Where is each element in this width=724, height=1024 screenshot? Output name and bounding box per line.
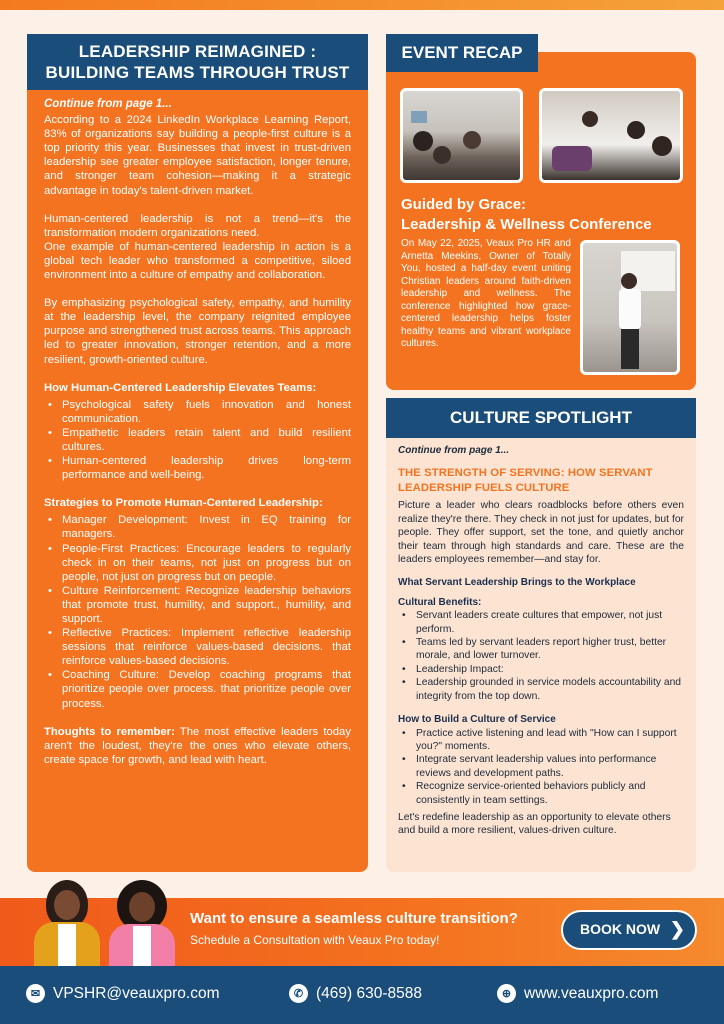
list-item: • People-First Practices: Encourage leaders to regularly check in on their teams, not just on progress but on people, not just on progress but on people. <box>48 542 351 584</box>
culture-closing: Let's redefine leadership as an opportunity to elevate others and build a more resilient, values-driven culture. <box>398 811 671 837</box>
article-paragraph: One example of human-centered leadership in action is a global tech leader who transformed a competitive, siloed environment into a culture of empathy and collaboration. <box>44 240 351 282</box>
email-icon: ✉ <box>26 984 45 1003</box>
phone-link[interactable] <box>289 984 422 1003</box>
event-photo-group-seated <box>539 88 683 183</box>
thoughts-label: Thoughts to remember: <box>44 725 175 738</box>
list-item: • Leadership grounded in service models accountability and integrity from the top down. <box>402 676 684 703</box>
email-text: VPSHR@veauxpro.com <box>53 984 220 1002</box>
list-item: • Human-centered leadership drives long-term performance and well-being. <box>48 454 351 482</box>
leadership-heading <box>27 34 368 90</box>
email-link[interactable] <box>26 984 220 1003</box>
list-item: • Culture Reinforcement: Recognize leadership behaviors that promote trust, humility, and support., humility, and support. <box>48 584 351 626</box>
benefits-list <box>398 609 684 703</box>
benefits-heading: Cultural Benefits: <box>398 596 482 608</box>
consultant-photo-left <box>30 880 105 966</box>
list-item: • Manager Development: Invest in EQ training for managers. <box>48 513 351 541</box>
leadership-heading-line1: LEADERSHIP REIMAGINED : <box>78 42 317 61</box>
phone-icon: ✆ <box>289 984 308 1003</box>
article-paragraph: Human-centered leadership is not a trend—it's the transformation modern organizations need. <box>44 212 351 239</box>
list-item: • Practice active listening and lead with "How can I support you?" moments. <box>402 727 684 754</box>
consultant-photo-right <box>105 880 180 966</box>
continue-note: Continue from page 1... <box>44 98 172 110</box>
thoughts-to-remember <box>44 725 351 767</box>
list-item: • Psychological safety fuels innovation and honest communication. <box>48 398 351 426</box>
event-description: On May 22, 2025, Veaux Pro HR and Arnetta Meekins, Owner of Totally You, hosted a half-day event uniting Christian leaders around faith-driven leadership and wellness. The conference highlighted how grace-centered leadership helps foster healthy teams and vibrant workplace cultures. <box>401 238 571 349</box>
contact-footer <box>0 966 724 1024</box>
culture-article-title: THE STRENGTH OF SERVING: HOW SERVANT LEADERSHIP FUELS CULTURE <box>398 467 653 494</box>
strategies-list <box>44 513 351 710</box>
brings-heading: What Servant Leadership Brings to the Workplace <box>398 577 636 589</box>
list-item: • Integrate servant leadership values into performance reviews and development paths. <box>402 753 684 780</box>
event-title <box>401 195 691 235</box>
list-item: • Recognize service-oriented behaviors publicly and consistently in team settings. <box>402 780 684 807</box>
thoughts-text: The most effective leaders today aren't the loudest, they're the ones who elevate others, create space for growth, and lead with heart. <box>44 725 351 766</box>
event-title-line2: Leadership & Wellness Conference <box>401 216 652 233</box>
list-item: • Teams led by servant leaders report higher trust, better morale, and lower turnover. <box>402 636 684 663</box>
list-item: • Empathetic leaders retain talent and build resilient cultures. <box>48 426 351 454</box>
event-recap-heading: EVENT RECAP <box>386 34 538 72</box>
article-paragraph: According to a 2024 LinkedIn Workplace Learning Report, 83% of organizations say building a people-first culture is a top priority this year. Businesses that invest in trust-driven leadership see greater employee satisfaction, longer tenure, and stronger team cohesion—making it a strategic advantage in today's talent-driven market. <box>44 114 351 197</box>
cta-question: Want to ensure a seamless culture transition? <box>190 910 518 927</box>
event-photo-speaker <box>580 240 680 375</box>
elevates-heading: How Human-Centered Leadership Elevates Teams: <box>44 381 317 394</box>
build-list <box>398 727 684 807</box>
leadership-article <box>27 90 368 872</box>
strategies-heading: Strategies to Promote Human-Centered Leadership: <box>44 497 323 510</box>
culture-spotlight-article <box>398 444 684 838</box>
article-paragraph: By emphasizing psychological safety, empathy, and humility at the leadership level, the company reignited employee purpose and strengthened trust across teams. This approach led to greater innovation, stronger retention, and a more resilient, growth-oriented culture. <box>44 297 351 366</box>
list-item: • Reflective Practices: Implement reflective leadership sessions that reinforce values-based decisions. that reinforce values-based decisions. <box>48 626 351 668</box>
build-heading: How to Build a Culture of Service <box>398 714 556 726</box>
culture-spotlight-heading: CULTURE SPOTLIGHT <box>386 398 696 438</box>
event-photo-living-room <box>400 88 523 183</box>
event-title-line1: Guided by Grace: <box>401 196 527 213</box>
website-text: www.veauxpro.com <box>524 984 659 1002</box>
website-link[interactable] <box>497 984 658 1003</box>
continue-note: Continue from page 1... <box>398 445 510 456</box>
cta-subtext: Schedule a Consultation with Veaux Pro today! <box>190 933 440 947</box>
book-now-label: BOOK NOW <box>580 921 661 937</box>
list-item: • Leadership Impact: <box>402 663 684 676</box>
list-item: • Servant leaders create cultures that empower, not just perform. <box>402 609 684 636</box>
elevates-list <box>44 398 351 483</box>
chevron-right-icon: ❯ <box>669 919 685 939</box>
book-now-button[interactable] <box>561 910 697 950</box>
top-accent-bar <box>0 0 724 10</box>
phone-text: (469) 630-8588 <box>316 984 422 1002</box>
culture-intro: Picture a leader who clears roadblocks before others even realize they're there. They check in not just for updates, but for people. They offer support, set the tone, and quietly anchor their team through high standards and care. These are the leaders employees remember—and stay for. <box>398 500 684 566</box>
globe-icon: ⊕ <box>497 984 516 1003</box>
list-item: • Coaching Culture: Develop coaching programs that prioritize people over process. that prioritize people over process. <box>48 668 351 710</box>
leadership-heading-line2: BUILDING TEAMS THROUGH TRUST <box>45 63 350 82</box>
